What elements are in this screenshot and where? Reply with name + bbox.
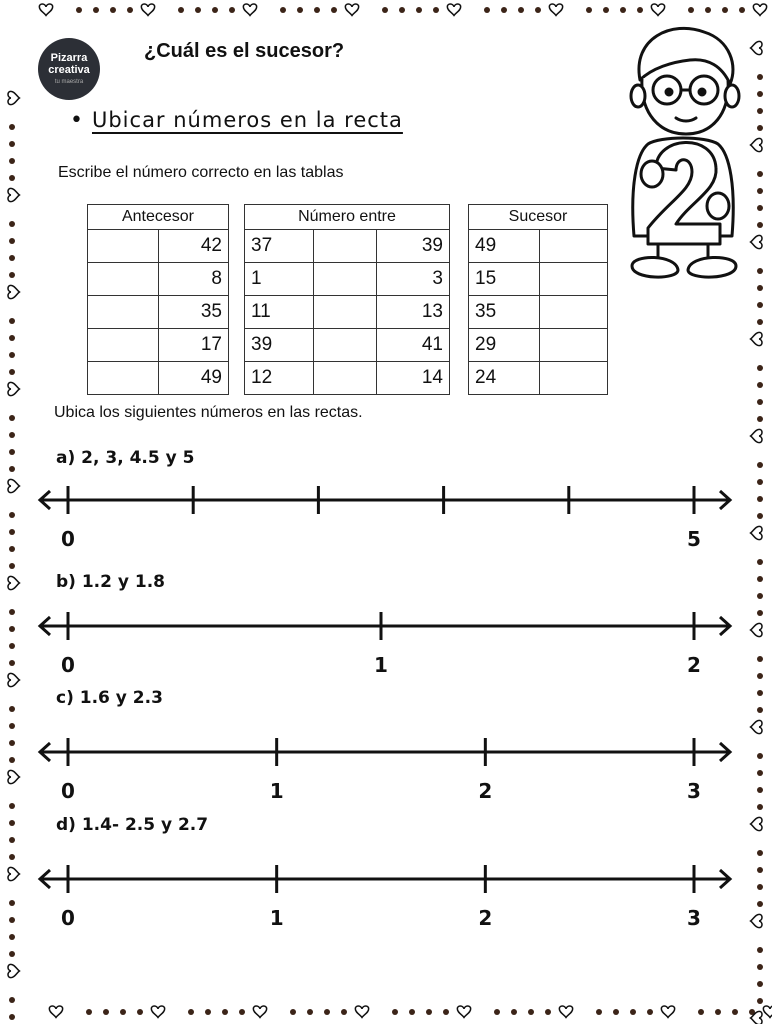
heart-icon xyxy=(345,4,358,15)
border-dot xyxy=(705,7,711,13)
border-dot xyxy=(545,1009,551,1015)
border-dot xyxy=(9,512,15,518)
border-dot xyxy=(732,1009,738,1015)
tick-label: 0 xyxy=(61,653,75,677)
border-dot xyxy=(120,1009,126,1015)
border-dot xyxy=(212,7,218,13)
border-dot xyxy=(9,563,15,569)
subtitle-text: Ubicar números en la recta xyxy=(91,108,403,132)
border-dot xyxy=(9,432,15,438)
border-dot xyxy=(698,1009,704,1015)
border-dot xyxy=(535,7,541,13)
heart-icon xyxy=(8,91,19,104)
border-dot xyxy=(416,7,422,13)
border-dot xyxy=(739,7,745,13)
given-number: 8 xyxy=(159,263,229,296)
number-line-d-label: d) 1.4- 2.5 y 2.7 xyxy=(56,815,209,835)
border-dot xyxy=(324,1009,330,1015)
table-row xyxy=(245,230,450,263)
border-dot xyxy=(494,1009,500,1015)
table-row xyxy=(469,362,608,395)
heart-icon xyxy=(753,4,766,15)
sucesor-header: Sucesor xyxy=(469,205,608,230)
heart-icon xyxy=(447,4,460,15)
table-row xyxy=(469,230,608,263)
border-dot xyxy=(757,496,763,502)
bullet-icon: • xyxy=(70,108,84,133)
given-number: 15 xyxy=(469,263,540,296)
heart-icon xyxy=(8,576,19,589)
heart-icon xyxy=(651,4,664,15)
heart-icon xyxy=(457,1006,470,1017)
border-dot xyxy=(9,643,15,649)
logo-line-2: creativa xyxy=(48,64,90,76)
border-dot xyxy=(757,108,763,114)
border-dot xyxy=(757,559,763,565)
given-number: 3 xyxy=(377,263,450,296)
heart-icon xyxy=(549,4,562,15)
border-dot xyxy=(757,365,763,371)
given-number: 14 xyxy=(377,362,450,395)
heart-icon xyxy=(8,479,19,492)
border-dot xyxy=(9,158,15,164)
border-dot xyxy=(9,997,15,1003)
page-title: ¿Cuál es el sucesor? xyxy=(144,40,345,62)
antecesor-table xyxy=(87,204,229,395)
answer-cell[interactable] xyxy=(540,329,608,362)
border-dot xyxy=(9,917,15,923)
answer-cell[interactable] xyxy=(314,362,377,395)
table-row xyxy=(469,329,608,362)
border-dot xyxy=(178,7,184,13)
border-dot xyxy=(596,1009,602,1015)
given-number: 37 xyxy=(245,230,314,263)
border-dot xyxy=(757,576,763,582)
border-dot xyxy=(307,1009,313,1015)
answer-cell[interactable] xyxy=(540,263,608,296)
logo-line-1: Pizarra xyxy=(50,52,88,64)
tick-label: 2 xyxy=(478,779,493,803)
given-number: 11 xyxy=(245,296,314,329)
answer-cell[interactable] xyxy=(314,230,377,263)
answer-cell[interactable] xyxy=(314,263,377,296)
border-dot xyxy=(9,175,15,181)
given-number: 39 xyxy=(245,329,314,362)
border-dot xyxy=(9,335,15,341)
border-dot xyxy=(9,529,15,535)
heart-icon xyxy=(355,1006,368,1017)
tick-label: 0 xyxy=(61,779,75,803)
border-dot xyxy=(757,416,763,422)
table-row xyxy=(88,296,229,329)
border-dot xyxy=(757,981,763,987)
given-number: 17 xyxy=(159,329,229,362)
answer-cell[interactable] xyxy=(88,329,159,362)
answer-cell[interactable] xyxy=(314,296,377,329)
heart-icon xyxy=(751,623,762,636)
entre-header: Número entre xyxy=(245,205,450,230)
heart-icon xyxy=(8,770,19,783)
border-dot xyxy=(757,319,763,325)
tables-instruction: Escribe el número correcto en las tablas xyxy=(58,164,344,181)
border-dot xyxy=(331,7,337,13)
border-dot xyxy=(9,318,15,324)
heart-icon xyxy=(8,867,19,880)
tick-label: 3 xyxy=(687,906,701,930)
border-dot xyxy=(127,7,133,13)
border-dot xyxy=(9,900,15,906)
border-dot xyxy=(9,272,15,278)
border-dot xyxy=(647,1009,653,1015)
border-dot xyxy=(688,7,694,13)
heart-icon xyxy=(751,817,762,830)
border-dot xyxy=(715,1009,721,1015)
border-dot xyxy=(757,850,763,856)
tick-label: 2 xyxy=(687,653,701,677)
given-number: 35 xyxy=(469,296,540,329)
border-dot xyxy=(757,656,763,662)
given-number: 41 xyxy=(377,329,450,362)
border-dot xyxy=(9,369,15,375)
number-line-d xyxy=(30,853,742,933)
border-dot xyxy=(188,1009,194,1015)
border-dot xyxy=(757,804,763,810)
border-dot xyxy=(9,415,15,421)
border-dot xyxy=(757,125,763,131)
border-dot xyxy=(757,222,763,228)
border-dot xyxy=(757,268,763,274)
boy-holding-number-illustration xyxy=(612,18,752,288)
tick-label: 5 xyxy=(687,527,701,551)
given-number: 1 xyxy=(245,263,314,296)
border-dot xyxy=(603,7,609,13)
numero-entre-table xyxy=(244,204,450,395)
table-row xyxy=(469,263,608,296)
border-dot xyxy=(426,1009,432,1015)
border-dot xyxy=(757,770,763,776)
given-number: 29 xyxy=(469,329,540,362)
answer-cell[interactable] xyxy=(88,296,159,329)
border-dot xyxy=(76,7,82,13)
heart-icon xyxy=(751,332,762,345)
heart-icon xyxy=(49,1006,62,1017)
border-dot xyxy=(757,901,763,907)
border-dot xyxy=(9,1014,15,1020)
border-dot xyxy=(195,7,201,13)
sucesor-table xyxy=(468,204,608,395)
border-dot xyxy=(443,1009,449,1015)
border-dot xyxy=(9,837,15,843)
brand-logo xyxy=(38,38,100,100)
border-dot xyxy=(9,124,15,130)
border-dot xyxy=(757,964,763,970)
answer-cell[interactable] xyxy=(314,329,377,362)
heart-icon xyxy=(751,914,762,927)
border-dot xyxy=(757,462,763,468)
number-line-c xyxy=(30,726,742,806)
answer-cell[interactable] xyxy=(540,362,608,395)
border-dot xyxy=(9,934,15,940)
border-dot xyxy=(511,1009,517,1015)
border-dot xyxy=(757,690,763,696)
border-dot xyxy=(297,7,303,13)
border-dot xyxy=(9,757,15,763)
border-dot xyxy=(9,854,15,860)
table-row xyxy=(245,329,450,362)
logo-subtext: tu maestra xyxy=(54,79,84,85)
border-dot xyxy=(757,610,763,616)
given-number: 49 xyxy=(159,362,229,395)
border-dot xyxy=(239,1009,245,1015)
border-dot xyxy=(9,951,15,957)
number-lines-instruction: Ubica los siguientes números en las rectas. xyxy=(54,404,363,421)
border-dot xyxy=(280,7,286,13)
given-number: 39 xyxy=(377,230,450,263)
border-dot xyxy=(757,399,763,405)
border-dot xyxy=(229,7,235,13)
border-dot xyxy=(757,673,763,679)
heart-icon xyxy=(141,4,154,15)
tick-label: 0 xyxy=(61,906,75,930)
heart-icon xyxy=(8,673,19,686)
given-number: 24 xyxy=(469,362,540,395)
table-row xyxy=(245,263,450,296)
border-dot xyxy=(757,382,763,388)
border-dot xyxy=(9,255,15,261)
border-dot xyxy=(93,7,99,13)
border-dot xyxy=(103,1009,109,1015)
border-dot xyxy=(722,7,728,13)
border-dot xyxy=(757,302,763,308)
table-row xyxy=(88,362,229,395)
given-number: 49 xyxy=(469,230,540,263)
border-dot xyxy=(86,1009,92,1015)
heart-icon xyxy=(559,1006,572,1017)
tick-label: 2 xyxy=(478,906,493,930)
border-dot xyxy=(757,91,763,97)
border-dot xyxy=(399,7,405,13)
border-dot xyxy=(392,1009,398,1015)
border-dot xyxy=(757,867,763,873)
border-dot xyxy=(409,1009,415,1015)
number-line-a-label: a) 2, 3, 4.5 y 5 xyxy=(56,448,195,468)
table-row xyxy=(88,329,229,362)
answer-cell[interactable] xyxy=(88,263,159,296)
border-dot xyxy=(528,1009,534,1015)
heart-icon xyxy=(751,235,762,248)
border-dot xyxy=(757,884,763,890)
border-dot xyxy=(757,947,763,953)
answer-cell[interactable] xyxy=(540,296,608,329)
answer-cell[interactable] xyxy=(88,230,159,263)
border-dot xyxy=(9,466,15,472)
border-dot xyxy=(314,7,320,13)
border-dot xyxy=(9,660,15,666)
heart-icon xyxy=(8,964,19,977)
tick-label: 3 xyxy=(687,779,701,803)
number-line-c-label: c) 1.6 y 2.3 xyxy=(56,688,163,708)
antecesor-header: Antecesor xyxy=(88,205,229,230)
answer-cell[interactable] xyxy=(88,362,159,395)
border-dot xyxy=(9,626,15,632)
table-row xyxy=(245,296,450,329)
heart-icon xyxy=(751,138,762,151)
border-dot xyxy=(620,7,626,13)
heart-icon xyxy=(8,285,19,298)
given-number: 42 xyxy=(159,230,229,263)
border-dot xyxy=(9,221,15,227)
border-dot xyxy=(757,753,763,759)
border-dot xyxy=(757,593,763,599)
border-dot xyxy=(757,205,763,211)
heart-icon xyxy=(253,1006,266,1017)
border-dot xyxy=(9,740,15,746)
border-dot xyxy=(757,998,763,1004)
heart-icon xyxy=(751,526,762,539)
tick-label: 1 xyxy=(374,653,388,677)
border-dot xyxy=(9,546,15,552)
border-dot xyxy=(518,7,524,13)
tick-label: 0 xyxy=(61,527,75,551)
given-number: 12 xyxy=(245,362,314,395)
border-dot xyxy=(433,7,439,13)
number-line-b xyxy=(30,600,742,680)
number-line-a xyxy=(30,474,742,554)
heart-icon xyxy=(151,1006,164,1017)
border-dot xyxy=(757,513,763,519)
border-dot xyxy=(757,787,763,793)
border-dot xyxy=(341,1009,347,1015)
border-dot xyxy=(137,1009,143,1015)
number-line-b-label: b) 1.2 y 1.8 xyxy=(56,572,166,592)
heart-icon xyxy=(751,429,762,442)
table-row xyxy=(469,296,608,329)
border-dot xyxy=(757,285,763,291)
border-dot xyxy=(205,1009,211,1015)
border-dot xyxy=(757,74,763,80)
heart-icon xyxy=(763,1006,772,1017)
table-row xyxy=(245,362,450,395)
border-dot xyxy=(9,706,15,712)
border-dot xyxy=(484,7,490,13)
border-dot xyxy=(757,707,763,713)
border-dot xyxy=(382,7,388,13)
border-dot xyxy=(9,141,15,147)
border-dot xyxy=(757,479,763,485)
heart-icon xyxy=(243,4,256,15)
border-dot xyxy=(222,1009,228,1015)
border-dot xyxy=(757,188,763,194)
given-number: 13 xyxy=(377,296,450,329)
border-dot xyxy=(757,171,763,177)
answer-cell[interactable] xyxy=(540,230,608,263)
heart-icon xyxy=(751,720,762,733)
heart-icon xyxy=(8,382,19,395)
border-dot xyxy=(9,609,15,615)
heart-icon xyxy=(751,41,762,54)
border-dot xyxy=(637,7,643,13)
border-dot xyxy=(9,238,15,244)
given-number: 35 xyxy=(159,296,229,329)
heart-icon xyxy=(39,4,52,15)
border-dot xyxy=(9,449,15,455)
border-dot xyxy=(9,803,15,809)
border-dot xyxy=(630,1009,636,1015)
border-dot xyxy=(9,352,15,358)
border-dot xyxy=(9,820,15,826)
heart-icon xyxy=(8,188,19,201)
heart-icon xyxy=(661,1006,674,1017)
border-dot xyxy=(110,7,116,13)
border-dot xyxy=(9,723,15,729)
border-dot xyxy=(586,7,592,13)
border-dot xyxy=(290,1009,296,1015)
tick-label: 1 xyxy=(269,779,284,803)
table-row xyxy=(88,230,229,263)
border-dot xyxy=(501,7,507,13)
table-row xyxy=(88,263,229,296)
section-subtitle xyxy=(70,108,403,133)
tick-label: 1 xyxy=(269,906,284,930)
border-dot xyxy=(613,1009,619,1015)
